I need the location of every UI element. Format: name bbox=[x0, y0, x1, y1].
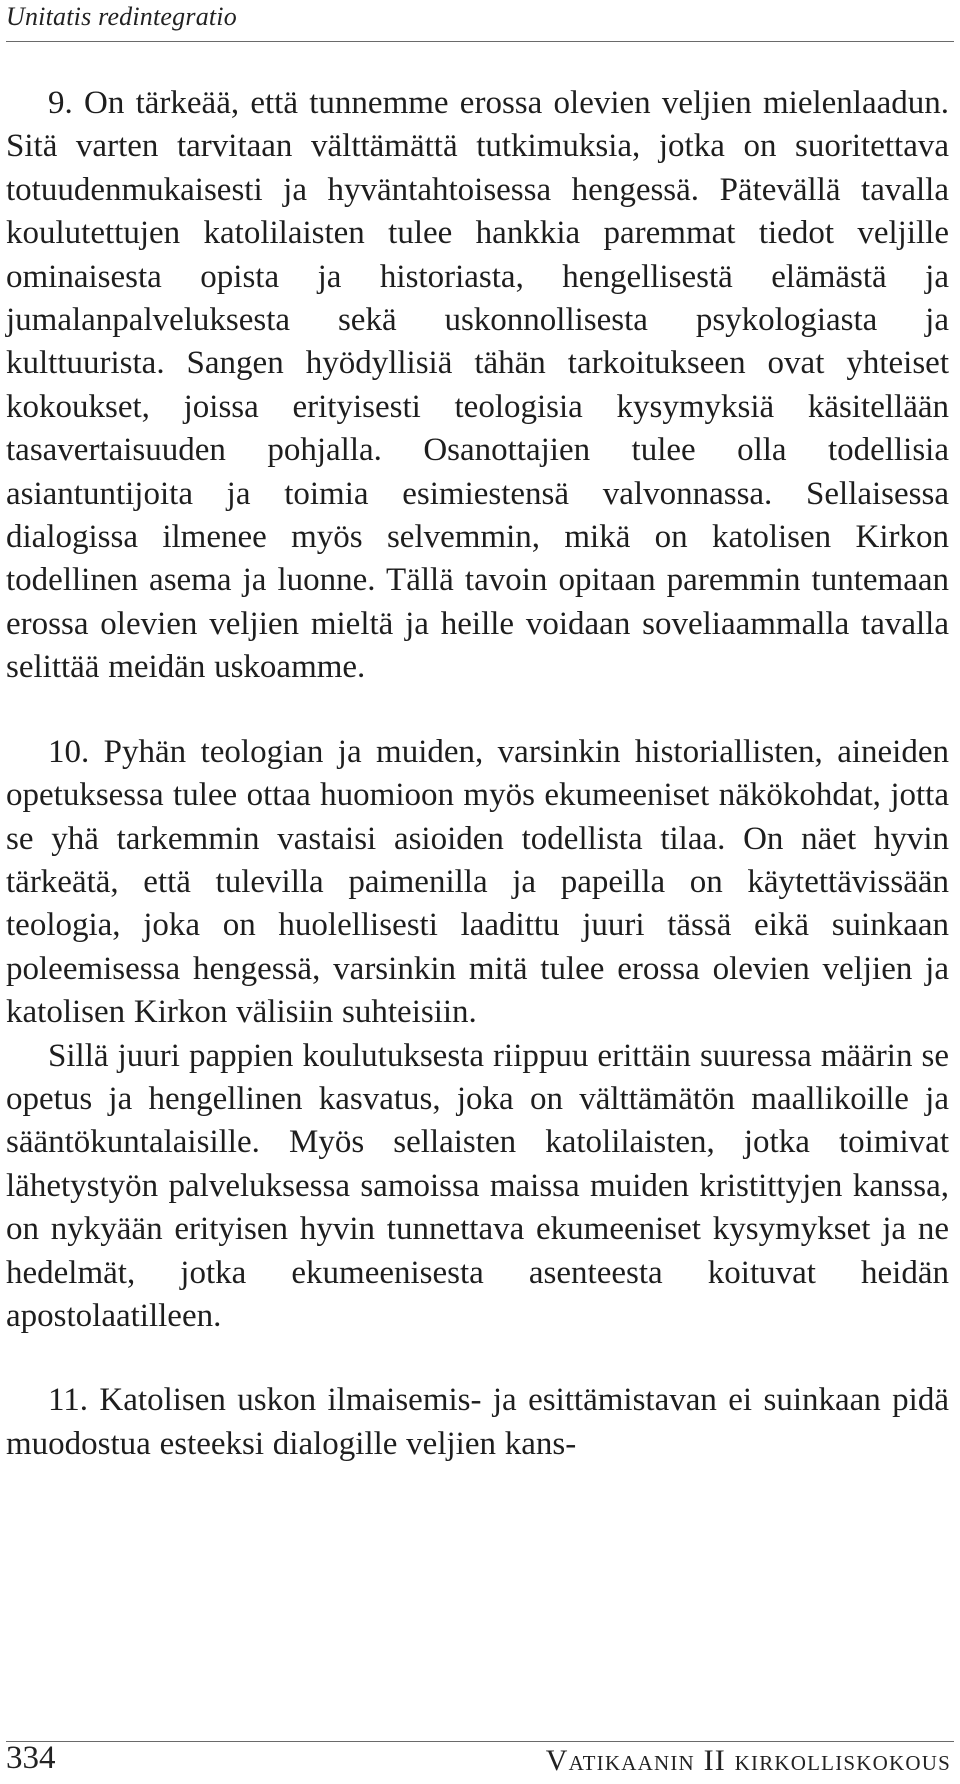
footer-rule bbox=[6, 1741, 954, 1742]
paragraph-10-continued: Sillä juuri pappien koulutuksesta riippuu erittäin suuressa määrin se opetus ja hengellinen kasvatus, joka on välttämätön maallikoille ja sääntökuntalaisille. Myös sellaisten katolilaisten, jotka toimivat lähetystyön palveluksessa samoissa maissa muiden kristittyjen kanssa, on nykyään erityisen hyvin tunnettava ekumeeniset kysymykset ja ne hedelmät, jotka ekumeenisesta asenteesta koituvat heidän apostolaatilleen. bbox=[6, 1037, 949, 1334]
running-head-title: Unitatis redintegratio bbox=[6, 2, 237, 31]
book-title: Vatikaanin II kirkolliskokous bbox=[545, 1744, 951, 1777]
paragraph-10: 10. Pyhän teologian ja muiden, varsinkin historiallisten, aineiden opetuksessa tulee ottaa huomioon myös ekumeeniset näkökohdat, jotta se yhä tarkemmin vastaisi asioiden todellista tilaa. On näet hyvin tärkeätä, että tulevilla paimenilla ja papeilla on käytettävissään teologia, joka on huolellisesti laadittu juuri tässä eikä suinkaan poleemisessa hengessä, varsinkin mitä tulee erossa olevien veljien ja katolisen Kirkon välisiin suhteisiin. bbox=[6, 733, 949, 1031]
paragraph-9: 9. On tärkeää, että tunnemme erossa olevien veljien mielenlaadun. Sitä varten tarvitaan välttämättä tutkimuksia, jotka on suoritettava totuudenmukaisesti ja hyväntahtoisessa hengessä. Pätevällä tavalla koulutettujen katolilaisten tulee hankkia paremmat tiedot veljille ominaisesta opista ja historiasta, hengellisestä elämästä ja jumalanpalveluksesta sekä uskonnollisesta psykologiasta ja kulttuurista. Sangen hyödyllisiä tähän tarkoitukseen ovat yhteiset kokoukset, joissa erityisesti teologisia kysymyksiä käsitellään tasavertaisuuden pohjalla. Osanottajien tulee olla todellisia asiantuntijoita ja toimia esimiestensä valvonnassa. Sellaisessa dialogissa ilmenee myös selvemmin, mikä on katolisen Kirkon todellinen asema ja luonne. Tällä tavoin opitaan paremmin tuntemaan erossa olevien veljien mieltä ja heille voidaan soveliaammalla tavalla selittää meidän uskoamme. bbox=[6, 85, 949, 686]
page-body bbox=[6, 82, 949, 1466]
header-rule bbox=[6, 41, 954, 42]
page-number: 334 bbox=[6, 1740, 56, 1776]
paragraph-11: 11. Katolisen uskon ilmaisemis- ja esittämistavan ei suinkaan pidä muodostua esteeksi dialogille veljien kans- bbox=[6, 1382, 949, 1462]
